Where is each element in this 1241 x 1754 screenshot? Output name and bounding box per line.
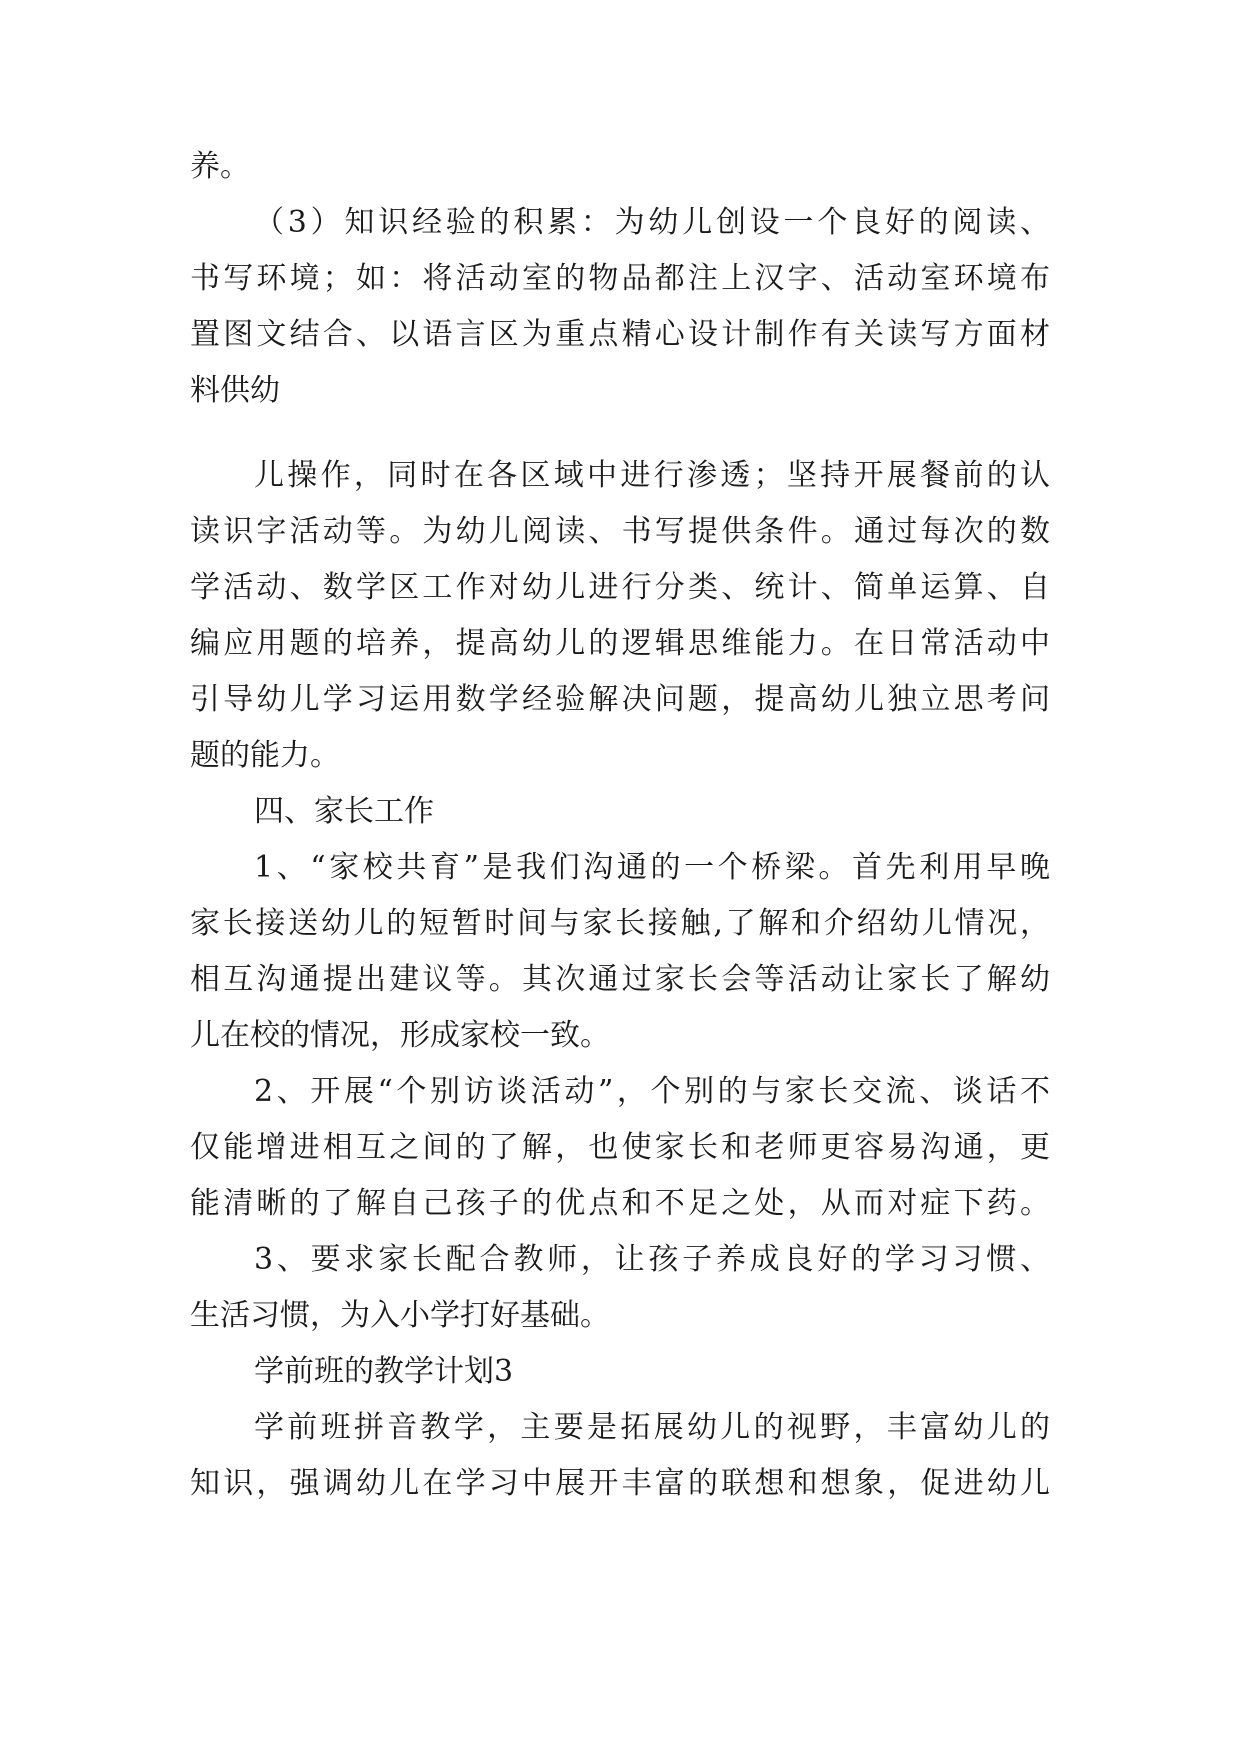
text-line: 家长接送幼儿的短暂时间与家长接触,了解和介绍幼儿情况， (190, 906, 1050, 941)
text-line: 儿操作，同时在各区域中进行渗透；坚持开展餐前的认 (254, 458, 1050, 493)
text-line: 编应用题的培养，提高幼儿的逻辑思维能力。在日常活动中 (190, 626, 1050, 661)
text-line: 2、开展“个别访谈活动”，个别的与家长交流、谈话不 (254, 1074, 1050, 1109)
text-line: 相互沟通提出建议等。其次通过家长会等活动让家长了解幼 (190, 962, 1050, 997)
text-line: 儿在校的情况，形成家校一致。 (190, 1018, 610, 1053)
text-line: 料供幼 (190, 373, 280, 408)
text-line: 仅能增进相互之间的了解，也使家长和老师更容易沟通，更 (190, 1130, 1050, 1165)
text-line: 能清晰的了解自己孩子的优点和不足之处，从而对症下药。 (190, 1186, 1050, 1221)
text-line: 生活习惯，为入小学打好基础。 (190, 1298, 610, 1333)
text-line: 书写环境；如：将活动室的物品都注上汉字、活动室环境布 (190, 261, 1050, 296)
text-line: 题的能力。 (190, 738, 340, 773)
text-line: 置图文结合、以语言区为重点精心设计制作有关读写方面材 (190, 317, 1050, 352)
text-line: 引导幼儿学习运用数学经验解决问题，提高幼儿独立思考问 (190, 682, 1050, 717)
text-line: （3）知识经验的积累：为幼儿创设一个良好的阅读、 (254, 205, 1050, 240)
text-line: 3、要求家长配合教师，让孩子养成良好的学习习惯、 (254, 1242, 1050, 1277)
text-line: 养。 (190, 149, 250, 184)
section-heading: 学前班的教学计划3 (254, 1354, 514, 1389)
text-line: 学活动、数学区工作对幼儿进行分类、统计、简单运算、自 (190, 570, 1050, 605)
section-heading: 四、家长工作 (254, 794, 434, 829)
text-line: 知识，强调幼儿在学习中展开丰富的联想和想象，促进幼儿 (190, 1466, 1050, 1501)
text-line: 学前班拼音教学，主要是拓展幼儿的视野，丰富幼儿的 (254, 1410, 1050, 1445)
text-line: 1、“家校共育”是我们沟通的一个桥梁。首先利用早晚 (254, 850, 1050, 885)
text-line: 读识字活动等。为幼儿阅读、书写提供条件。通过每次的数 (190, 514, 1050, 549)
